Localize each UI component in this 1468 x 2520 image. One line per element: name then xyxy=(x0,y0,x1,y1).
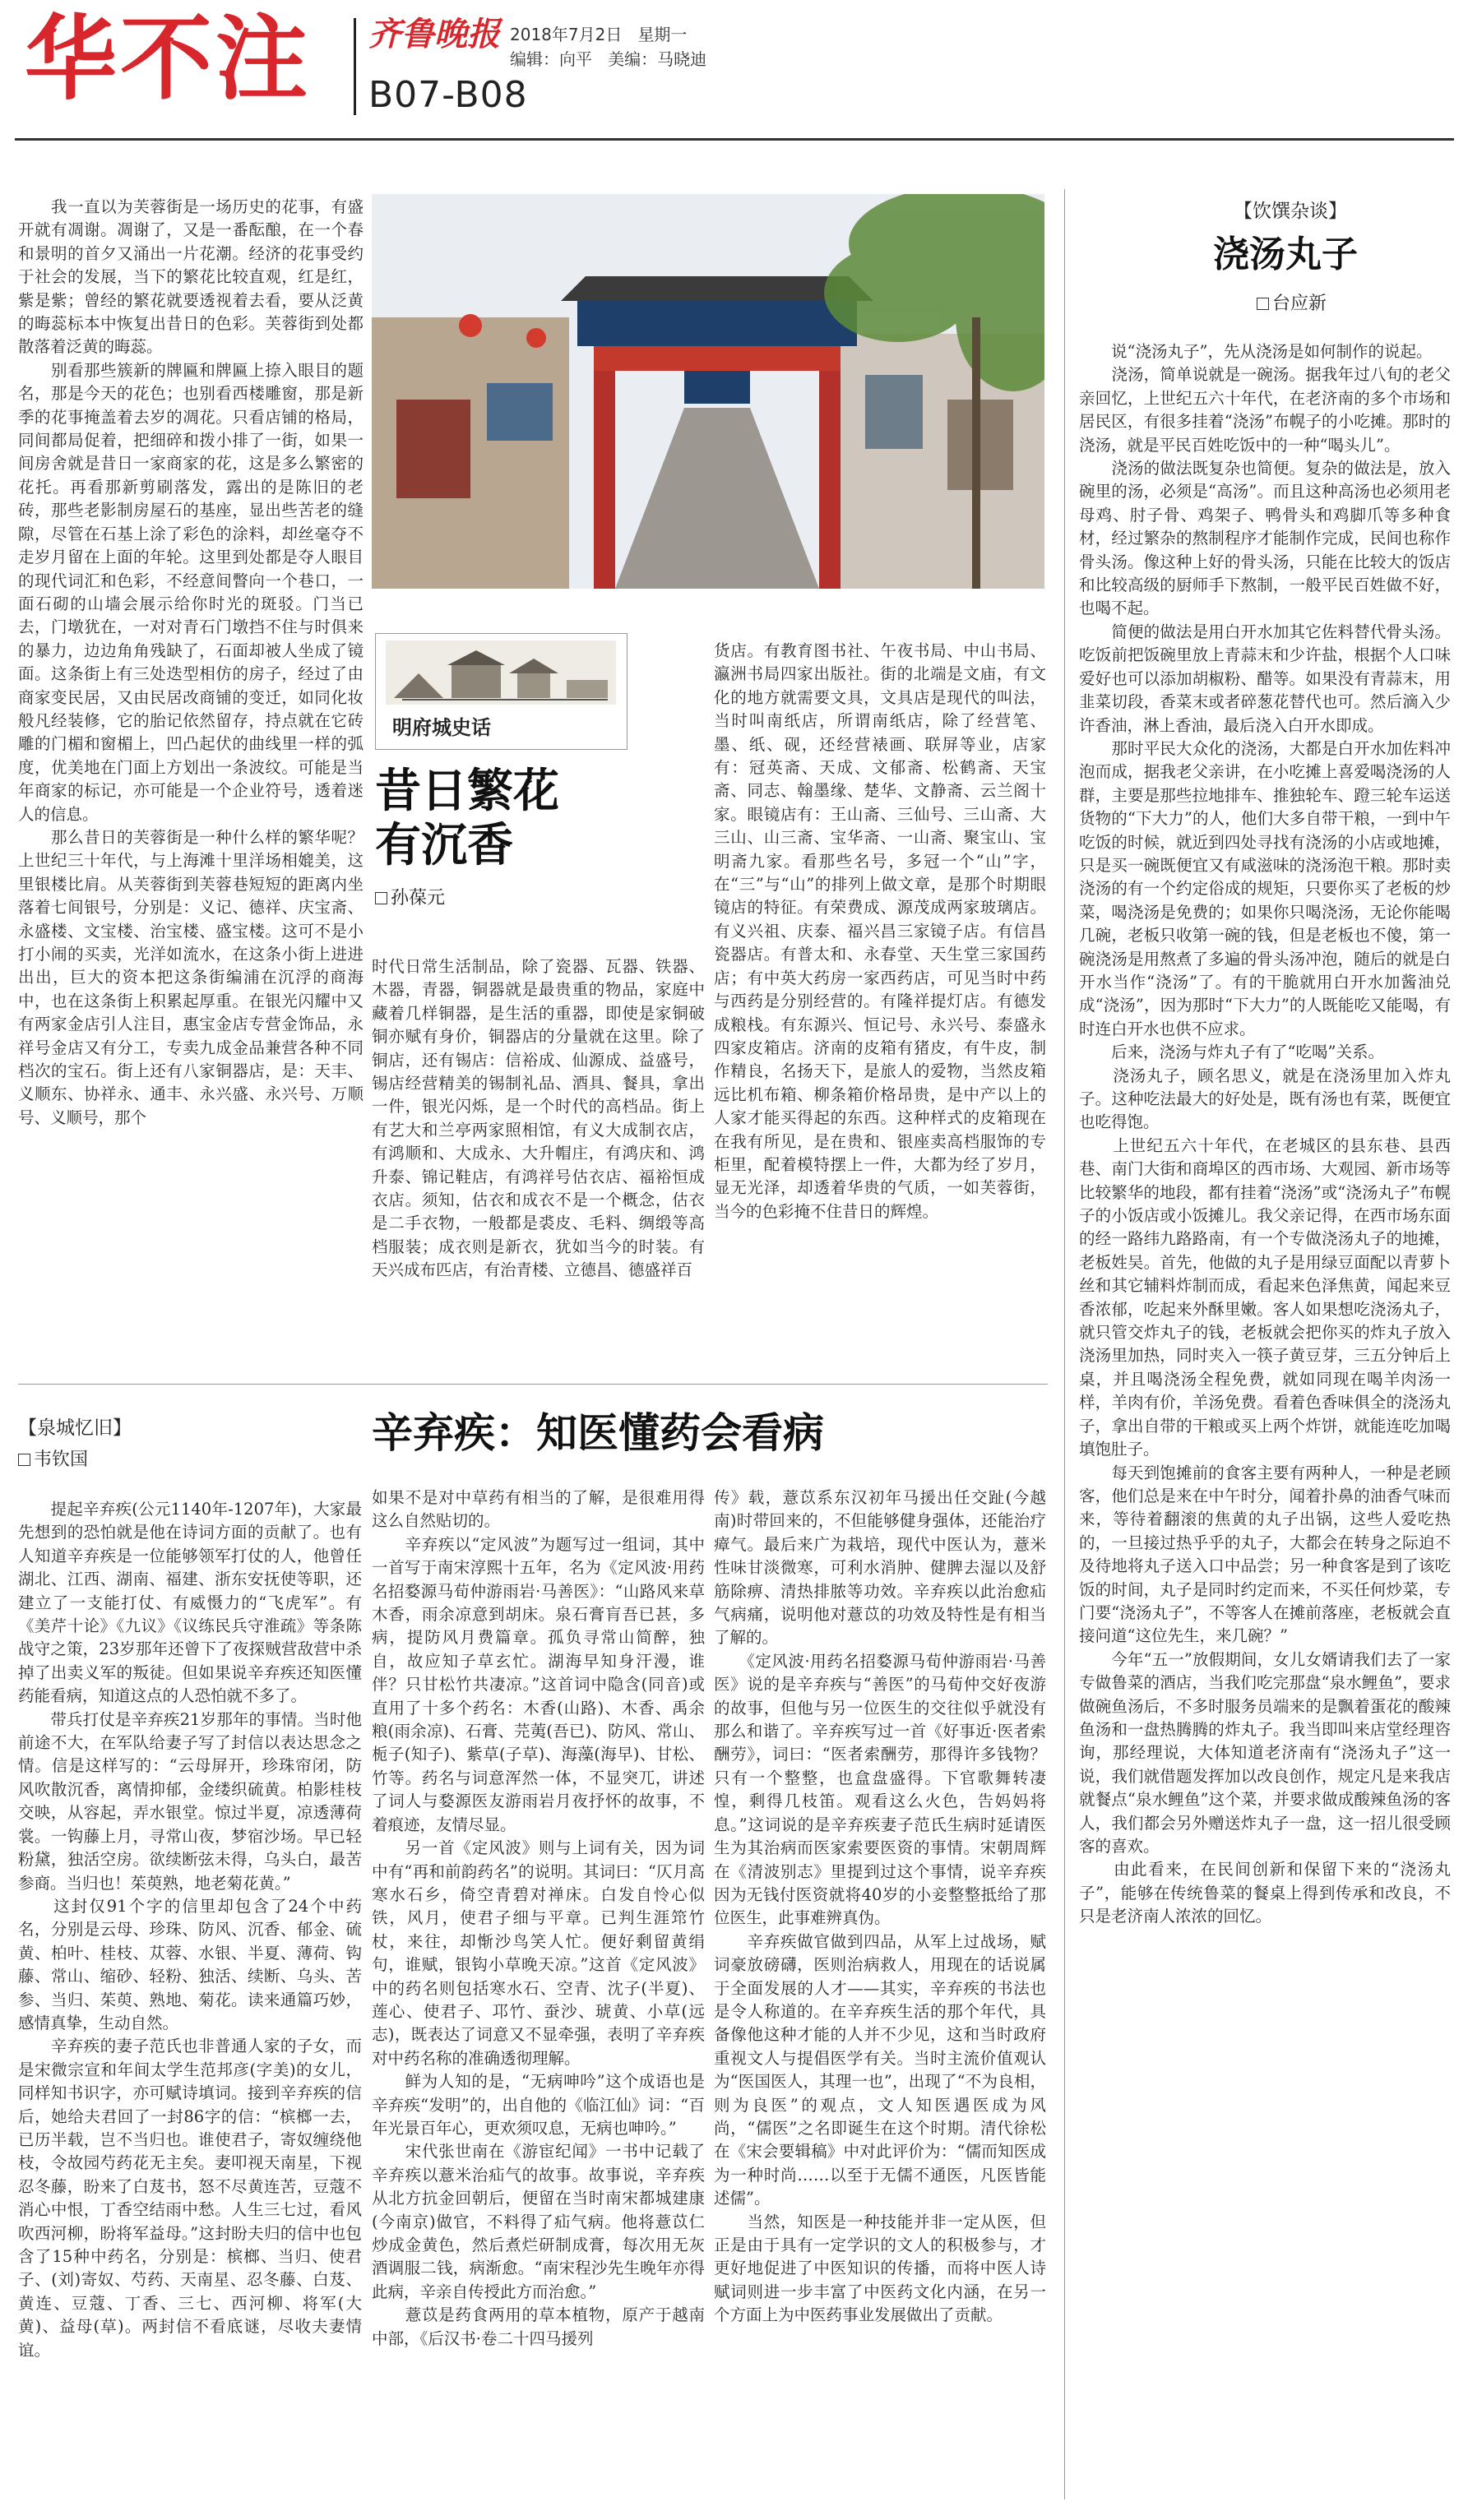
right-article-body xyxy=(1079,340,1451,2503)
main-article-byline xyxy=(375,884,445,909)
bottom-article-col3 xyxy=(714,1487,1046,2503)
bottom-article-col3-text: 传》载，薏苡系东汉初年马援出任交趾(今越南)时带回来的，不但能够健身强体，还能治疗瘴气。最后来广为栽培，现代中医认为，薏米性味甘淡微寒，可利水消肿、健脾去湿以及舒筋除痹、清热排脓等功效。辛弃疾以此治愈疝气病痛，说明他对薏苡的功效及特性是有相当了解的。 《定风波·用药名招婺源马荀仲游雨岩·马善医》说的是辛弃疾与“善医”的马荀仲交好夜游的故事，但他与另一位医生的交往似乎就没有那么和谐了。辛弃疾写过一首《好事近·医者索酬劳》，词曰：“医者索酬劳，那得许多钱物？只有一个整整，也盒盘盛得。下官歌舞转凄惶，剩得几枝笛。观看这么火色，告妈妈将息。”这词说的是辛弃疾妻子范氏生病时延请医生为其治病而医家索要医资的事情。宋朝周辉在《清波别志》里提到过这个事情，说辛弃疾因为无钱付医资就将40岁的小妾整整抵给了那位医生，此事难辨真伪。 辛弃疾做官做到四品，从军上过战场，赋词豪放磅礴，医则治病救人，用现在的话说属于全面发展的人才——其实，辛弃疾的书法也是令人称道的。在辛弃疾生活的那个年代，具备像他这种才能的人并不少见，这和当时政府重视文人与提倡医学有关。当时主流价值观认为“医国医人，其理一也”，出现了“不为良相，则为良医”的观点，文人知医遇医成为风尚，“儒医”之名即诞生在这个时期。清代徐松在《宋会要辑稿》中对此评价为：“儒而知医成为一种时尚……以至于无儒不通医，凡医皆能述儒”。 当然，知医是一种技能并非一定从医，但正是由于具有一定学识的文人的积极参与，才更好地促进了中医知识的传播，而将中医人诗赋词则进一步丰富了中医药文化内涵，在另一个方面上为中医药事业发展做出了贡献。 xyxy=(714,1488,1046,2325)
tag-bracket-right: 】 xyxy=(1328,201,1347,222)
street-photo xyxy=(372,194,1044,589)
page-numbers: B07-B08 xyxy=(368,74,528,116)
main-article-column-tag: 明府城史话 xyxy=(392,716,491,739)
bottom-article-col2 xyxy=(372,1487,705,2503)
paper-name: 齐鲁晚报 xyxy=(368,15,500,53)
editor-credits xyxy=(510,46,706,70)
issue-date xyxy=(510,21,687,45)
tag-bracket-left: 【 xyxy=(18,1417,37,1439)
masthead-divider xyxy=(354,18,356,115)
weekday-text: 星期一 xyxy=(637,25,688,44)
bottom-article-byline xyxy=(18,1445,88,1471)
main-article-col1-text: 我一直以为芙蓉街是一场历史的花事，有盛开就有凋谢。凋谢了，又是一番酝酿，在一个春和景明的首夕又涌出一片花潮。经济的花事受约于社会的发展，当下的繁花比较直观，红是红，紫是紫；曾经的繁花就要透视着去看，要从泛黄的晦蕊标本中恢复出昔日的色彩。芙蓉街到处都散落着泛黄的晦蕊。 别看那些簇新的牌匾和牌匾上捺入眼目的题名，那是今天的花色；也别看西楼雕窗，那是新季的花事掩盖着去岁的凋花。只看店铺的格局，同间都局促着，把细碎和拨小排了一街，如果一间房舍就是昔日一家商家的花，这是多么繁密的花托。再看那新剪刷落发，露出的是陈旧的老砖，那些老影制房屋石的基座，显出些苦老的缝隙，尽管在石基上涂了彩色的涂料，却丝毫夺不走岁月留在上面的年轮。这里到处都是夺人眼目的现代词汇和色彩，不经意间瞥向一个巷口，一面石砌的山墙会展示给你时光的斑驳。门当已去，门墩犹在，一对对青石门墩挡不住与时俱来的暴力，边边角角残缺了，石面却被人坐成了镜面。这条街上有三处迭型相仿的房子，经过了由商家变民居，又由民居改商铺的变迁，如同化妆般凡经装修，它的胎记依然留存，持点就在它砖雕的门楣和窗楣上，凹凸起伏的曲线里一样的弧度，优美地在门面上方划出一条波纹。可能是当年商家的标记，亦可能是一个企业符号，透着迷人的信息。 那么昔日的芙蓉街是一种什么样的繁华呢？上世纪三十年代，与上海滩十里洋场相媲美，这里银楼比肩。从芙蓉街到芙蓉巷短短的距离内坐落着七间银号，分别是：义记、德祥、庆宝斋、永盛楼、文宝楼、治宝楼、盛宝楼。这可不是小打小闹的买卖，光洋如流水，在这条小街上进进出出，巨大的资本把这条街编浦在沉浮的商海中，也在这条街上积累起厚重。在银光闪耀中又有两家金店引人注目，惠宝金店专营金饰品，永祥号金店又有分工，专卖九成金品兼营各种不同档次的宝石。街上还有八家铜器店，是：天丰、义顺东、协祥永、通丰、永兴盛、永兴号、万顺号、义顺号，那个 xyxy=(18,197,364,1127)
tag-bracket-right: 】 xyxy=(113,1417,132,1439)
bottom-article-col1-text: 提起辛弃疾(公元1140年-1207年)，大家最先想到的恐怕就是他在诗词方面的贡献了。也有人知道辛弃疾是一位能够领军打仗的人，他曾任湖北、江西、湖南、福建、浙东安抚使等职，还建立了一支能打仗、有威慑力的“飞虎军”。有《美芹十论》《九议》《议练民兵守淮疏》等条陈战守之策，23岁那年还曾下了夜探贼营敌营中杀掉了出卖义军的叛徒。但如果说辛弃疾还知医懂药能看病，知道这点的人恐怕就不多了。 带兵打仗是辛弃疾21岁那年的事情。当时他前途不大，在军队给妻子写了封信以表达思念之情。信是这样写的：“云母屏开，珍珠帘闭，防风吹散沉香，离情抑郁，金缕织硫黄。柏影桂枝交映，从容起，弄水银堂。惊过半夏，凉透薄荷裳。一钩藤上月，寻常山夜，梦宿沙场。早已轻粉黛，独活空房。欲续断弦未得，乌头白，最苦参商。当归也！茱萸熟，地老菊花黄。” 这封仅91个字的信里却包含了24个中药名，分别是云母、珍珠、防风、沉香、郁金、硫黄、柏叶、桂枝、苁蓉、水银、半夏、薄荷、钩藤、常山、缩砂、轻粉、独活、续断、乌头、苦参、当归、茱萸、熟地、菊花。读来通篇巧妙，感情真挚，生动自然。 辛弃疾的妻子范氏也非普通人家的子女，而是宋微宗宣和年间太学生范邦彦(字美)的女儿，同样知书识字，亦可赋诗填词。接到辛弃疾的信后，她给夫君回了一封86字的信：“槟榔一去，已历半载，岂不当归也。谁使君子，寄奴缠绕他枝，令故园芍药花无主矣。妻叩视天南星，下视忍冬藤，盼来了白芨书，怒不尽黄连苦，豆蔻不消心中恨，丁香空结雨中愁。人生三七过，看风吹西河柳，盼将军益母。”这封盼夫归的信中也包含了15种中药名，分别是：槟榔、当归、使君子、(刘)寄奴、芍药、天南星、忍冬藤、白芨、黄连、豆蔻、丁香、三七、西河柳、将军(大黄)、益母(草)。两封信不看底谜，尽收夫妻情谊。 xyxy=(18,1500,362,2360)
bottom-article-author: 韦钦国 xyxy=(34,1450,89,1470)
main-article-author: 孙葆元 xyxy=(391,888,446,909)
section-separator xyxy=(18,1384,1048,1385)
main-article-col1 xyxy=(18,196,364,1371)
designer-text: 美编：马晓迪 xyxy=(608,49,707,69)
right-article-tag-text: 饮馔杂谈 xyxy=(1253,201,1328,222)
column-separator xyxy=(1064,189,1065,2499)
main-article-title-line1: 昔日繁花 xyxy=(375,765,559,818)
tag-bracket-left: 【 xyxy=(1234,201,1253,222)
main-article-title xyxy=(375,765,559,873)
right-article-text: 说“浇汤丸子”，先从浇汤是如何制作的说起。 浇汤，简单说就是一碗汤。据我年过八旬的老父亲回忆，上世纪五六十年代，在老济南的多个市场和居民区，有很多挂着“浇汤”布幌子的小吃摊。那时的浇汤，就是平民百姓吃饭中的一种“喝头儿”。 浇汤的做法既复杂也简便。复杂的做法是，放入碗里的汤，必须是“高汤”。而且这种高汤也必须用老母鸡、肘子骨、鸡架子、鸭骨头和鸡脚爪等多种食材，经过繁杂的熬制程序才能制作完成，民间也称作骨头汤。像这种上好的骨头汤，只能在比较大的饭店和比较高级的厨师手下熬制，一般平民百姓做不好，也喝不起。 简便的做法是用白开水加其它佐料替代骨头汤。吃饭前把饭碗里放上青蒜末和少许盐，根据个人口味爱好也可以添加胡椒粉、醋等。如果没有青蒜末，用韭菜切段，香菜末或者碎葱花替代也可。然后滴入少许香油，淋上香油，最后浇入白开水即成。 那时平民大众化的浇汤，大都是白开水加佐料冲泡而成，据我老父亲讲，在小吃摊上喜爱喝浇汤的人群，主要是那些拉地排车、推独轮车、蹬三轮车运送货物的“下大力”的人，他们大多自带干粮，一到中午吃饭的时候，就近到四处寻找有浇汤的小店或地摊，只是买一碗既便宜又有咸滋味的浇汤泡干粮。那时卖浇汤的有一个约定俗成的规矩，只要你买了老板的炒菜，喝浇汤是免费的；如果你只喝浇汤，无论你能喝几碗，老板只收第一碗的钱，但是老板也不傻，第一碗浇汤是用熬煮了多遍的骨头汤冲泡，随后的就是白开水当作“浇汤”了。有的干脆就用白开水加酱油兑成“浇汤”，因为那时“下大力”的人既能吃又能喝，有时连白开水也供不应求。 后来，浇汤与炸丸子有了“吃喝”关系。 浇汤丸子，顾名思义，就是在浇汤里加入炸丸子。这种吃法最大的好处是，既有汤也有菜，既便宜也吃得饱。 上世纪五六十年代，在老城区的县东巷、县西巷、南门大街和商埠区的西市场、大观园、新市场等比较繁华的地段，都有挂着“浇汤”或“浇汤丸子”布幌子的小饭店或小饭摊儿。我父亲记得，在西市场东面的经一路纬九路路南，有一个专做浇汤丸子的地摊，老板姓吴。首先，他做的丸子是用绿豆面配以青萝卜丝和其它辅料炸制而成，看起来色泽焦黄，闻起来豆香浓郁，吃起来外酥里嫩。客人如果想吃浇汤丸子，就只管交炸丸子的钱，老板就会把你买的炸丸子放入浇汤里加热，同时夹入一筷子黄豆芽，三五分钟后上桌，并且喝浇汤全程免费，就如同现在喝羊肉汤一样，羊肉有价，羊汤免费。看着色香味俱全的浇汤丸子，拿出自带的干粮或买上两个炸饼，就能连吃加喝填饱肚子。 每天到饱摊前的食客主要有两种人，一种是老顾客，他们总是来在中午时分，闻着扑鼻的油香气味而来，等待着翻滚的焦黄的丸子出锅，这些人爱吃热的，一旦接过热乎乎的丸子，大都会在转身之际迫不及待地将丸子送入口中品尝；另一种食客是到了该吃饭的时间，丸子是同时约定而来，不买任何炒菜，专门要“浇汤丸子”，不等客人在摊前落座，老板就会直接问道“这位先生，来几碗？” 今年“五一”放假期间，女儿女婿请我们去了一家专做鲁菜的酒店，当我们吃完那盘“泉水鲤鱼”，要求做碗鱼汤后，不多时服务员端来的是飘着蛋花的酸辣鱼汤和一盘热腾腾的炸丸子。我当即叫来店堂经理咨询，那经理说，大体知道老济南有“浇汤丸子”这一说，我们就借题发挥加以改良创作，规定凡是来我店就餐点“泉水鲤鱼”这个菜，并要求做成酸辣鱼汤的客人，我们都会另外赠送炸丸子一盘，这一招儿很受顾客的喜欢。 由此看来，在民间创新和保留下来的“浇汤丸子”，能够在传统鲁菜的餐桌上得到传承和改良，不只是老济南人浓浓的回忆。 xyxy=(1079,342,1451,1926)
right-article-column-tag xyxy=(1234,196,1347,223)
bottom-article-title: 辛弃疾：知医懂药会看病 xyxy=(372,1409,824,1457)
bottom-article-col1 xyxy=(18,1498,362,2503)
masthead xyxy=(0,0,1468,140)
right-article-author: 台应新 xyxy=(1272,294,1327,314)
bottom-article-tag-text: 泉城忆旧 xyxy=(37,1417,113,1439)
main-article-col2-text: 时代日常生活制品，除了瓷器、瓦器、铁器、木器，青器，铜器就是最贵重的物品，家庭中藏着几样铜器，是生活的重器，即使是家铜破铜亦赋有身价，铜器店的分量就在这里。除了铜店，还有锡店：信裕成、仙源成、益盛号，锡店经营精美的锡制礼品、酒具、餐具，拿出一件，银光闪烁，是一个时代的高档品。街上有艺大和兰亭两家照相馆，有义大成制衣店，有鸿顺和、大成永、大升帽庄，有鸿庆和、鸿升泰、锦记鞋店，有鸿祥号估衣店、福裕恒成衣店。须知，估衣和成衣不是一个概念，估衣是二手衣物，一般都是裘皮、毛料、绸缎等高档服装；成衣则是新衣，犹如当今的时装。有天兴成布匹店，有治青楼、立德昌、德盛祥百 xyxy=(372,957,705,1280)
right-article-title: 浇汤丸子 xyxy=(1213,234,1358,275)
main-article-col2 xyxy=(372,955,705,1371)
main-article-title-line2: 有沉香 xyxy=(375,819,513,872)
masthead-rule xyxy=(15,138,1454,141)
main-article-tag-box xyxy=(375,633,627,750)
byline-square-icon xyxy=(18,1454,30,1466)
main-article-col3 xyxy=(714,640,1046,1371)
bottom-article-col2-text: 如果不是对中草药有相当的了解，是很难用得这么自然贴切的。 辛弃疾以“定风波”为题写过一组词，其中一首写于南宋淳熙十五年，名为《定风波·用药名招婺源马荀仲游雨岩·马善医》：“山路风来草木香，雨余凉意到胡床。泉石膏肓吾已甚，多病，提防风月费篇章。孤负寻常山简醉，独自，故应知子草玄忙。湖海早知身汗漫，谁伴？只甘松竹共凄凉。”这首词中隐含(同音)或直用了十多个药名：木香(山路)、木香、禹余粮(雨余凉)、石膏、芫荑(吾已)、防风、常山、栀子(知子)、紫草(子草)、海藻(海早)、甘松、竹等。药名与词意浑然一体，不显突兀，讲述了词人与婺源医友游雨岩月夜抒怀的故事，不着痕迹，友情尽显。 另一首《定风波》则与上词有关，因为词中有“再和前韵药名”的说明。其词曰：“仄月高寒水石乡，倚空青碧对禅床。白发自怜心似铁，风月，使君子细与平章。已判生涯筇竹杖，来往，却惭沙鸟笑人忙。便好剩留黄绢句，谁赋，银钩小草晚天凉。”这首《定风波》中的药名则包括寒水石、空青、沈子(半夏)、莲心、使君子、邛竹、蚕沙、琥黄、小草(远志)，既表达了词意又不显牵强，表明了辛弃疾对中药名称的准确透彻理解。 鲜为人知的是，“无病呻吟”这个成语也是辛弃疾“发明”的，出自他的《临江仙》词：“百年光景百年心，更欢须叹息，无病也呻吟。” 宋代张世南在《游宦纪闻》一书中记载了辛弃疾以薏米治疝气的故事。故事说，辛弃疾从北方抗金回朝后，便留在当时南宋都城建康(今南京)做官，不料得了疝气病。他将薏苡仁炒成金黄色，然后煮烂研制成膏，每次用无灰酒调服二钱，病渐愈。“南宋程沙先生晚年亦得此病，辛亲自传授此方而治愈。” 薏苡是药食两用的草本植物，原产于越南中部，《后汉书·卷二十四马援列 xyxy=(372,1488,705,2348)
city-sketch-icon xyxy=(386,640,616,705)
date-text: 2018年7月2日 xyxy=(510,25,623,44)
section-title: 华不注 xyxy=(25,6,311,113)
byline-square-icon xyxy=(1257,298,1269,310)
byline-square-icon xyxy=(375,892,387,904)
main-article-col3-text: 货店。有教育图书社、午夜书局、中山书局、瀛洲书局四家出版社。街的北端是文庙，有文化的地方就需要文具，文具店是现代的叫法，当时叫南纸店，所谓南纸店，除了经营笔、墨、纸、砚，还经营裱画、联屏等业，店家有：冠英斋、天成、文郁斋、松鹤斋、天宝斋、同志、翰墨缘、楚华、文静斋、云兰阁十家。眼镜店有：王山斋、三仙号、三山斋、大三山、山三斋、宝华斋、一山斋、聚宝山、宝明斋九家。看那些名号，多冠一个“山”字，在“三”与“山”的排列上做文章，是那个时期眼镜店的特征。有荣费成、源茂成两家玻璃店。有义兴祖、庆泰、福兴昌三家镜子店。有信昌瓷器店。有普太和、永春堂、天生堂三家国药店；有中英大药房一家西药店，可见当时中药与西药是分别经营的。有隆祥提灯店。有德发成粮栈。有东源兴、恒记号、永兴号、泰盛永四家皮箱店。济南的皮箱有猪皮，有牛皮，制作精良，名扬天下，是旅人的爱物，当然皮箱远比机布箱、柳条箱价格昂贵，是中产以上的人家才能买得起的东西。这种样式的皮箱现在在我有所见，是在贵和、银座卖高档服饰的专柜里，配着模特摆上一件，大都为经了岁月，显无光泽，却透着华贵的气质，一如芙蓉街，当今的色彩掩不住昔日的辉煌。 xyxy=(714,641,1046,1221)
editor-text: 编辑：向平 xyxy=(510,49,592,69)
right-article-byline xyxy=(1257,289,1327,315)
bottom-article-column-tag xyxy=(18,1413,132,1440)
street-photo-illustration xyxy=(372,194,1044,589)
